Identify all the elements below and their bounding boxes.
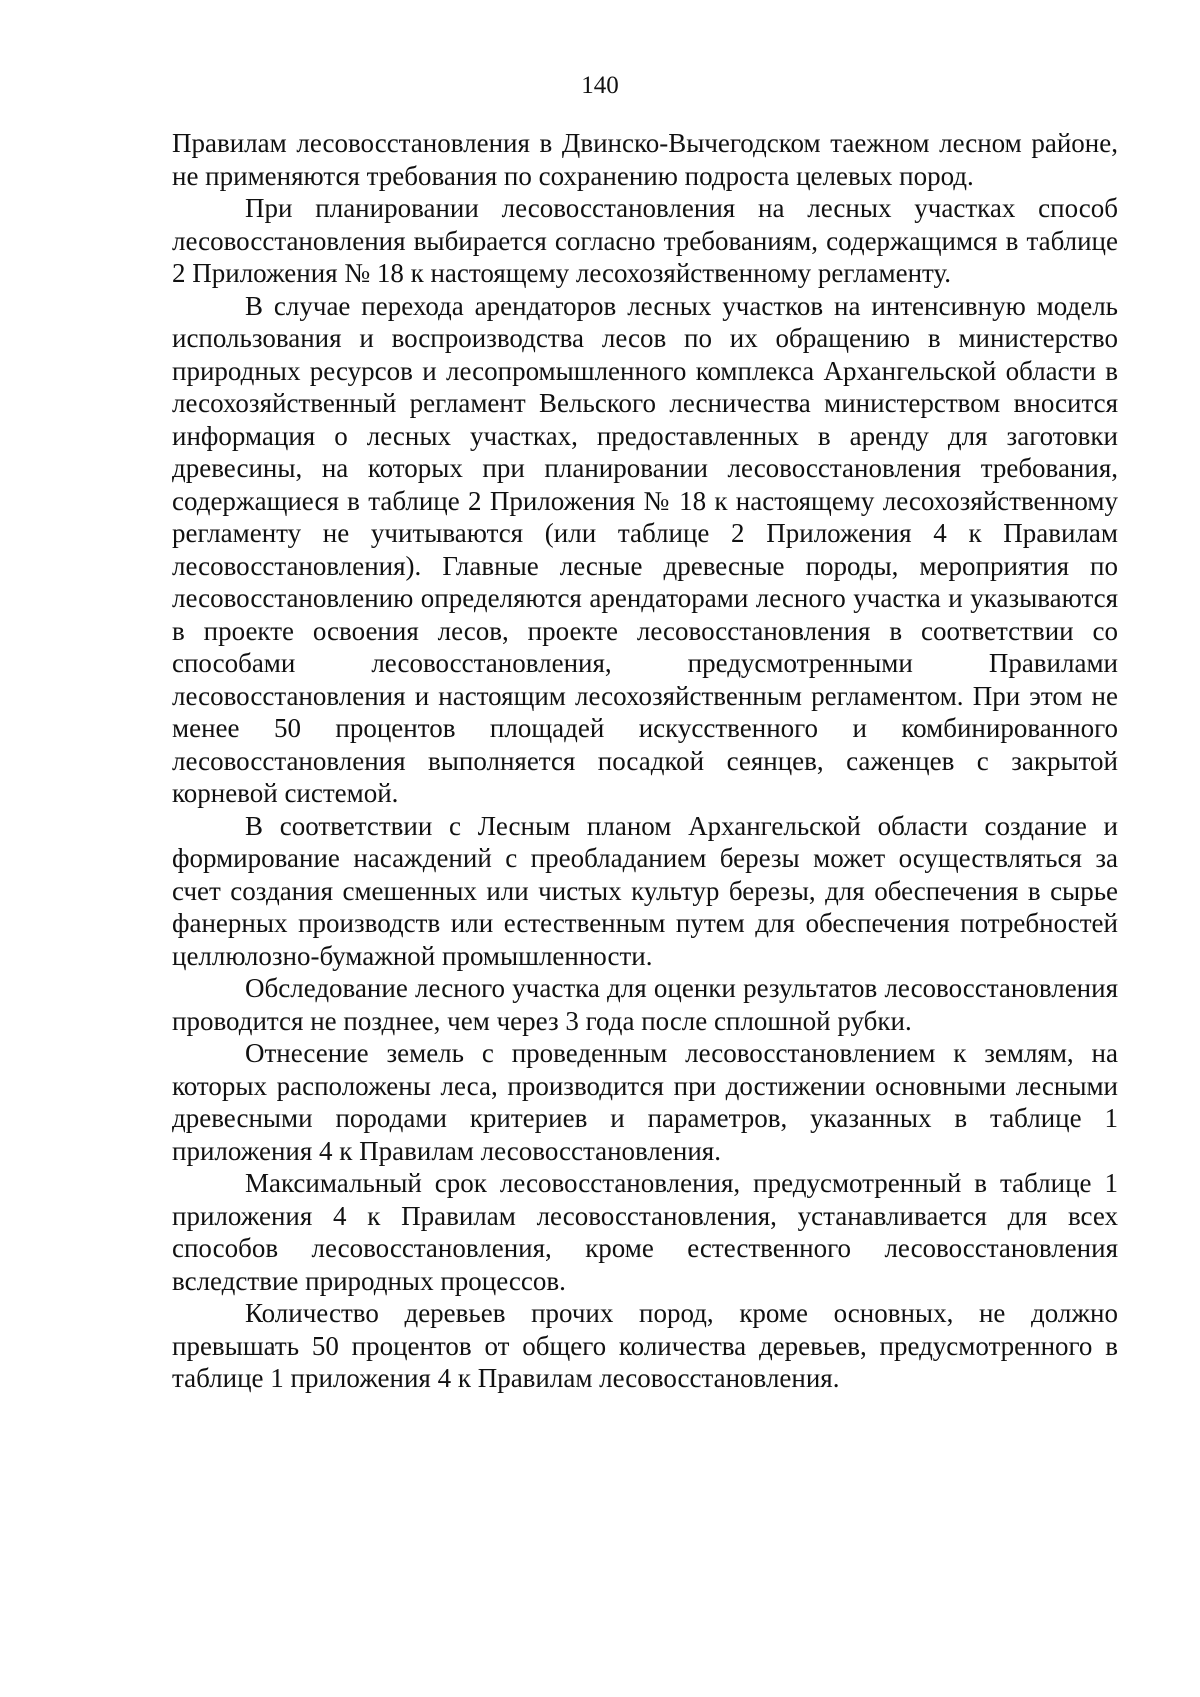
paragraph-site-inspection: Обследование лесного участка для оценки результатов лесовосстановления проводится не позднее, чем через 3 года после сплошной рубки. (172, 973, 1118, 1036)
paragraph-birch-plantations: В соответствии с Лесным планом Архангельской области создание и формирование насаждений с преобладанием березы может осуществляться за счет создания смешенных или чистых культур березы, для обеспечения в сырье фанерных производств или естественным путем для обеспечения потребностей целлюлозно-бумажной промышленности. (172, 810, 1118, 971)
document-body (172, 127, 1118, 1395)
paragraph-other-species: Количество деревьев прочих пород, кроме основных, не должно превышать 50 процентов от общего количества деревьев, предусмотренного в таблице 1 приложения 4 к Правилам лесовосстановления. (172, 1298, 1118, 1393)
paragraph-land-classification: Отнесение земель с проведенным лесовосстановлением к землям, на которых расположены леса, производится при достижении основными лесными древесными породами критериев и параметров, указанных в таблице 1 приложения 4 к Правилам лесовосстановления. (172, 1038, 1118, 1166)
page-number: 140 (581, 72, 619, 99)
paragraph-maximum-term: Максимальный срок лесовосстановления, предусмотренный в таблице 1 приложения 4 к Правилам лесовосстановления, устанавливается для всех способов лесовосстановления, кроме естественного лесовосстановления вследствие природных процессов. (172, 1168, 1118, 1296)
paragraph-reforestation-method: При планировании лесовосстановления на лесных участках способ лесовосстановления выбирается согласно требованиям, содержащимся в таблице 2 Приложения № 18 к настоящему лесохозяйственному регламенту. (172, 193, 1118, 288)
paragraph-intensive-model: В случае перехода арендаторов лесных участков на интенсивную модель использования и воспроизводства лесов по их обращению в министерство природных ресурсов и лесопромышленного комплекса Архангельской области в лесохозяйственный регламент Вельского лесничества министерством вносится информация о лесных участках, предоставленных в аренду для заготовки древесины, на которых при планировании лесовосстановления требования, содержащиеся в таблице 2 Приложения № 18 к настоящему лесохозяйственному регламенту не учитываются (или таблице 2 Приложения 4 к Правилам лесовосстановления). Главные лесные древесные породы, мероприятия по лесовосстановлению определяются арендаторами лесного участка и указываются в проекте освоения лесов, проекте лесовосстановления в соответствии со способами лесовосстановления, предусмотренными Правилами лесовосстановления и настоящим лесохозяйственным регламентом. При этом не менее 50 процентов площадей искусственного и комбинированного лесовосстановления выполняется посадкой сеянцев, саженцев с закрытой корневой системой. (172, 290, 1118, 808)
paragraph-continuation: Правилам лесовосстановления в Двинско-Вычегодском таежном лесном районе, не применяются требования по сохранению подроста целевых пород. (172, 128, 1118, 191)
